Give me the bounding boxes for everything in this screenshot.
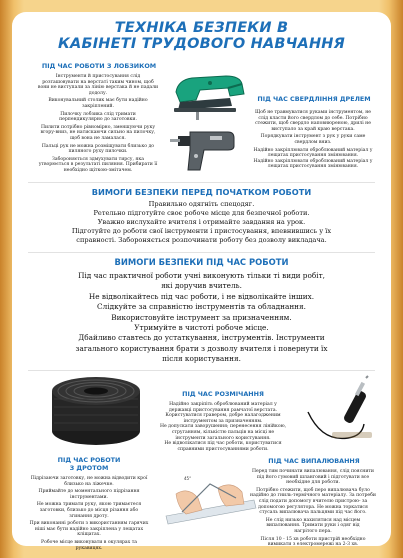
jigsaw-text — [22, 74, 174, 174]
jigsaw-line: щоб вона не ламалася. — [70, 135, 126, 141]
wire-line: заготовки, близько до місця різання або — [39, 507, 139, 513]
marking-heading: ПІД ЧАС РОЗМІЧАННЯ — [182, 390, 264, 398]
soldering-line: необхідне для роботи. — [286, 480, 340, 486]
wire-line: близько на ліжечке. — [64, 481, 114, 487]
title-line-1: ТЕХНІКА БЕЗПЕКИ В — [114, 20, 289, 36]
jigsaw-heading: ПІД ЧАС РОБОТИ З ЛОБЗИКОМ — [41, 62, 157, 70]
wire-line: При виконанні роботи з використанням гарячих — [29, 521, 149, 527]
drill-text — [240, 110, 386, 170]
soldering-line: Не слід низько нахилятися над місцем — [265, 517, 361, 523]
wire-text — [22, 476, 156, 551]
jigsaw-line: Виконувальний столик має бути надійно — [48, 98, 148, 104]
drill-line: свердлом вниз. — [294, 139, 332, 145]
wire-line: рукавицях. — [75, 545, 103, 551]
wire-line: Приймайте до моментального підрізання — [38, 489, 140, 495]
jigsaw-line: вони не виступали за лінію верстака й не падали — [37, 85, 159, 91]
before-line: Підготуйте до роботи свої інструменти і пристосування, впевнившись у їх — [71, 227, 332, 235]
electric-drill-icon — [170, 126, 242, 174]
marking-line: справними пристосуваннями роботи. — [177, 446, 269, 452]
marking-line: струганням, кількістю пальців на місці не — [171, 429, 275, 435]
during-line: загального користування брати з дозволу вчителя і повернути їх — [75, 343, 328, 353]
during-work-heading: ВИМОГИ БЕЗПЕКИ ПІД ЧАС РОБОТИ — [114, 257, 289, 267]
wire-line: Робоче місце виконувати в окулярах та — [40, 539, 137, 545]
soldering-line: стусаль випалювача пальцями під час його. — [259, 510, 367, 516]
soldering-heading: ПІД ЧАС ВИПАЛЮВАННЯ — [268, 457, 360, 465]
soldering-line: Потрібно стежити, щоб перо випалювача було — [256, 487, 370, 493]
wire-line: Не можна тримати руку, якою тримаєтеся — [36, 502, 142, 508]
during-line: Дбайливо ставтесь до устаткування, інструментів. Інструменти — [78, 333, 325, 343]
wire-heading — [34, 456, 144, 472]
soldering-line: Після 10 - 15 хв роботи пристрій необхідно — [260, 536, 366, 542]
marking-line: Користуватися гравером, добре налагодженим — [165, 413, 281, 419]
wire-heading-line-2: З ДРОТОМ — [69, 464, 109, 472]
during-line: які доручив вчитель. — [161, 281, 242, 291]
before-line: справності. Забороняється розпочинати роботу без дозволу викладача. — [76, 236, 327, 244]
wire-line: кліщатах. — [77, 532, 101, 538]
drill-line: виступало за край краю верстака. — [271, 126, 355, 132]
jigsaw-line: Пальці рук не можна розміщувати близько до — [41, 143, 155, 149]
drill-line: Надійно закріплювати оброблюваний матеріал у — [253, 158, 373, 164]
jigsaw-line: вгору-вниз, не натискаючи сильно на пилочку, — [40, 130, 156, 136]
marking-line: Надійно закріпіть оброблюваний матеріал у — [169, 402, 277, 407]
marking-text — [146, 402, 300, 452]
drill-line: Щоб не травмуватися руками інструментом, не — [255, 110, 371, 115]
marking-line: інструментом за призначенням. — [183, 418, 263, 424]
soldering-text — [238, 469, 388, 548]
poster-card — [12, 12, 391, 551]
drill-line: стежити, щоб свердло наповнюреною, дрилі не — [255, 121, 371, 127]
wire-coil-icon — [46, 375, 146, 447]
poster-title — [12, 20, 391, 52]
jigsaw-line: додолу. — [88, 90, 108, 96]
before-line: Ретельно підготуйте своє робоче місце для безпечної роботи. — [93, 209, 310, 217]
drill-line: Надійно закріплювати оброблюваний матеріал у — [253, 147, 373, 153]
during-line: після користування. — [162, 354, 241, 364]
during-line: Використовуйте інструмент за призначенням. — [111, 312, 292, 322]
soldering-line: випалювання. Тримати руки і одяг від — [266, 523, 360, 529]
before-line: Правильно одягніть спецодяг. — [148, 200, 255, 208]
drill-line: лещатах пристосування змінювання. — [267, 164, 359, 170]
before-work-text — [14, 200, 389, 245]
divider — [28, 182, 375, 183]
jigsaw-line: Інструменти й пристосування слід — [55, 74, 141, 79]
wire-line: ніші має бути надійно закріплена у лещатах — [34, 526, 144, 532]
wire-line: згинання дроту. — [69, 513, 109, 519]
during-line: Під час практичної роботи учні виконують тільки ті види робіт, — [78, 271, 325, 280]
drill-line: лещатах пристосування змінювання. — [267, 153, 359, 159]
divider — [28, 252, 375, 253]
soldering-line: під його гумовий шланговий і підготувати все — [256, 474, 370, 480]
soldering-line: слід подати допомогу вчителю пристрою- за — [258, 498, 368, 504]
drill-line: Порядкувати інструмент з рук у руки саме — [260, 134, 366, 140]
marking-line: Не відволікатися під час роботи, користуватися — [164, 441, 282, 447]
jigsaw-line: перпендикулярно до заготовки. — [59, 117, 137, 123]
wire-heading-line-1: ПІД ЧАС РОБОТИ — [57, 456, 121, 464]
during-line: Утримуйте в чистоті робоче місце. — [134, 323, 269, 333]
divider — [28, 370, 375, 371]
soldering-line: Перед тим починати випалювання, слід пояснити — [251, 469, 374, 474]
soldering-line: вимикати з електромережі на 2-3 хв. — [267, 542, 359, 548]
drill-line: слід класти його свердлом до себе. Потрібно — [258, 115, 368, 121]
drill-heading: ПІД ЧАС СВЕРДЛІННЯ ДРЕЛЕМ — [257, 95, 371, 103]
soldering-iron-icon — [302, 376, 382, 450]
jigsaw-line: Пилочку лобзика слід тримати — [60, 111, 136, 117]
jigsaw-line: пиляного руху пилочки. — [68, 149, 128, 155]
during-line: Не відволікайтесь під час роботи, і не відволікайте інших. — [88, 291, 315, 301]
soldering-line: нагрітого пера. — [294, 528, 332, 534]
during-work-text — [14, 271, 389, 365]
jigsaw-line: розташовувати на верстаті таким чином, щоб — [42, 79, 154, 85]
marking-line: державці пристосування рамчатої верстата. — [168, 407, 278, 413]
jigsaw-line: закріплений. — [82, 103, 114, 109]
jigsaw-line: утворюється в результаті пиляння. Прибирати її — [38, 162, 158, 168]
svg-text:45°: 45° — [184, 476, 192, 481]
jigsaw-line: Пилити потрібно рівномірно, зменшуючи руку — [40, 124, 156, 130]
soldering-line: надійно до гниль-термічного матеріалу. За потреби — [250, 493, 376, 499]
wire-line: інструментами. — [69, 494, 109, 500]
jigsaw-line: Забороняється здмухувати тирсу, яка — [52, 156, 144, 162]
marking-line: інструменти загального користування. — [175, 435, 271, 441]
soldering-line: допомогою регулятора. Не можна торкатися — [258, 504, 368, 510]
before-line: Уважно вислухайте вчителя і отримайте завдання на урок. — [97, 218, 306, 226]
jigsaw-line: необхідно щіткою-змітачем. — [63, 167, 133, 173]
title-line-2: КАБІНЕТІ ТРУДОВОГО НАВЧАННЯ — [57, 36, 345, 52]
marking-line: Не допускати заворушення; перенесення лінійкою, — [159, 424, 287, 430]
before-work-heading: ВИМОГИ БЕЗПЕКИ ПЕРЕД ПОЧАТКОМ РОБОТИ — [91, 187, 312, 197]
during-line: Слідкуйте за справністю інструментів та обладнання. — [97, 302, 306, 312]
wire-line: Підрізаючи заготовку, не можна відводити крої — [30, 476, 148, 481]
